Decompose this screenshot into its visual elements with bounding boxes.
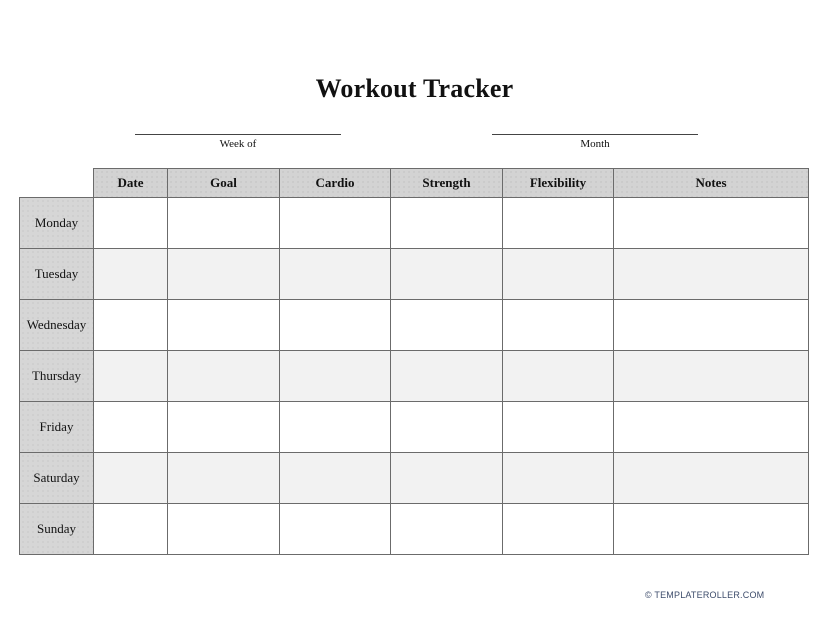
tuesday-strength-cell[interactable]: [391, 249, 503, 300]
saturday-flexibility-cell[interactable]: [503, 453, 614, 504]
monday-strength-cell[interactable]: [391, 198, 503, 249]
tuesday-flexibility-cell[interactable]: [503, 249, 614, 300]
tuesday-notes-cell[interactable]: [614, 249, 809, 300]
table-row-thursday: [20, 351, 809, 402]
row-label-wednesday: Wednesday: [20, 300, 94, 351]
row-label-sunday: Sunday: [20, 504, 94, 555]
sunday-strength-cell[interactable]: [391, 504, 503, 555]
wednesday-goal-cell[interactable]: [168, 300, 280, 351]
thursday-strength-cell[interactable]: [391, 351, 503, 402]
monday-flexibility-cell[interactable]: [503, 198, 614, 249]
table-row-monday: [20, 198, 809, 249]
header-row: [20, 169, 809, 198]
friday-date-cell[interactable]: [94, 402, 168, 453]
workout-table: [19, 168, 809, 555]
column-header-flexibility: Flexibility: [503, 169, 614, 198]
week-of-input-line[interactable]: [135, 122, 341, 135]
saturday-strength-cell[interactable]: [391, 453, 503, 504]
row-label-saturday: Saturday: [20, 453, 94, 504]
monday-goal-cell[interactable]: [168, 198, 280, 249]
saturday-goal-cell[interactable]: [168, 453, 280, 504]
month-label: Month: [580, 138, 610, 150]
wednesday-flexibility-cell[interactable]: [503, 300, 614, 351]
wednesday-date-cell[interactable]: [94, 300, 168, 351]
thursday-goal-cell[interactable]: [168, 351, 280, 402]
sunday-cardio-cell[interactable]: [280, 504, 391, 555]
column-header-goal: Goal: [168, 169, 280, 198]
thursday-date-cell[interactable]: [94, 351, 168, 402]
friday-cardio-cell[interactable]: [280, 402, 391, 453]
sunday-flexibility-cell[interactable]: [503, 504, 614, 555]
saturday-cardio-cell[interactable]: [280, 453, 391, 504]
row-label-monday: Monday: [20, 198, 94, 249]
thursday-flexibility-cell[interactable]: [503, 351, 614, 402]
wednesday-cardio-cell[interactable]: [280, 300, 391, 351]
saturday-date-cell[interactable]: [94, 453, 168, 504]
friday-strength-cell[interactable]: [391, 402, 503, 453]
sunday-date-cell[interactable]: [94, 504, 168, 555]
month-field: [492, 122, 698, 150]
monday-cardio-cell[interactable]: [280, 198, 391, 249]
friday-notes-cell[interactable]: [614, 402, 809, 453]
friday-flexibility-cell[interactable]: [503, 402, 614, 453]
copyright-icon: ©: [645, 590, 652, 600]
table-row-wednesday: [20, 300, 809, 351]
friday-goal-cell[interactable]: [168, 402, 280, 453]
tuesday-date-cell[interactable]: [94, 249, 168, 300]
saturday-notes-cell[interactable]: [614, 453, 809, 504]
monday-date-cell[interactable]: [94, 198, 168, 249]
wednesday-strength-cell[interactable]: [391, 300, 503, 351]
table-row-sunday: [20, 504, 809, 555]
column-header-cardio: Cardio: [280, 169, 391, 198]
sunday-goal-cell[interactable]: [168, 504, 280, 555]
row-label-friday: Friday: [20, 402, 94, 453]
thursday-notes-cell[interactable]: [614, 351, 809, 402]
table-row-tuesday: [20, 249, 809, 300]
month-input-line[interactable]: [492, 122, 698, 135]
thursday-cardio-cell[interactable]: [280, 351, 391, 402]
column-header-notes: Notes: [614, 169, 809, 198]
week-of-field: [135, 122, 341, 150]
corner-cell: [20, 169, 94, 198]
footer-link[interactable]: TEMPLATEROLLER.COM: [654, 590, 765, 600]
column-header-date: Date: [94, 169, 168, 198]
tuesday-goal-cell[interactable]: [168, 249, 280, 300]
row-label-thursday: Thursday: [20, 351, 94, 402]
row-label-tuesday: Tuesday: [20, 249, 94, 300]
column-header-strength: Strength: [391, 169, 503, 198]
page-title: Workout Tracker: [315, 74, 514, 103]
week-of-label: Week of: [219, 138, 257, 150]
table-row-saturday: [20, 453, 809, 504]
tuesday-cardio-cell[interactable]: [280, 249, 391, 300]
table-row-friday: [20, 402, 809, 453]
sunday-notes-cell[interactable]: [614, 504, 809, 555]
wednesday-notes-cell[interactable]: [614, 300, 809, 351]
footer-credit: [645, 590, 764, 600]
monday-notes-cell[interactable]: [614, 198, 809, 249]
